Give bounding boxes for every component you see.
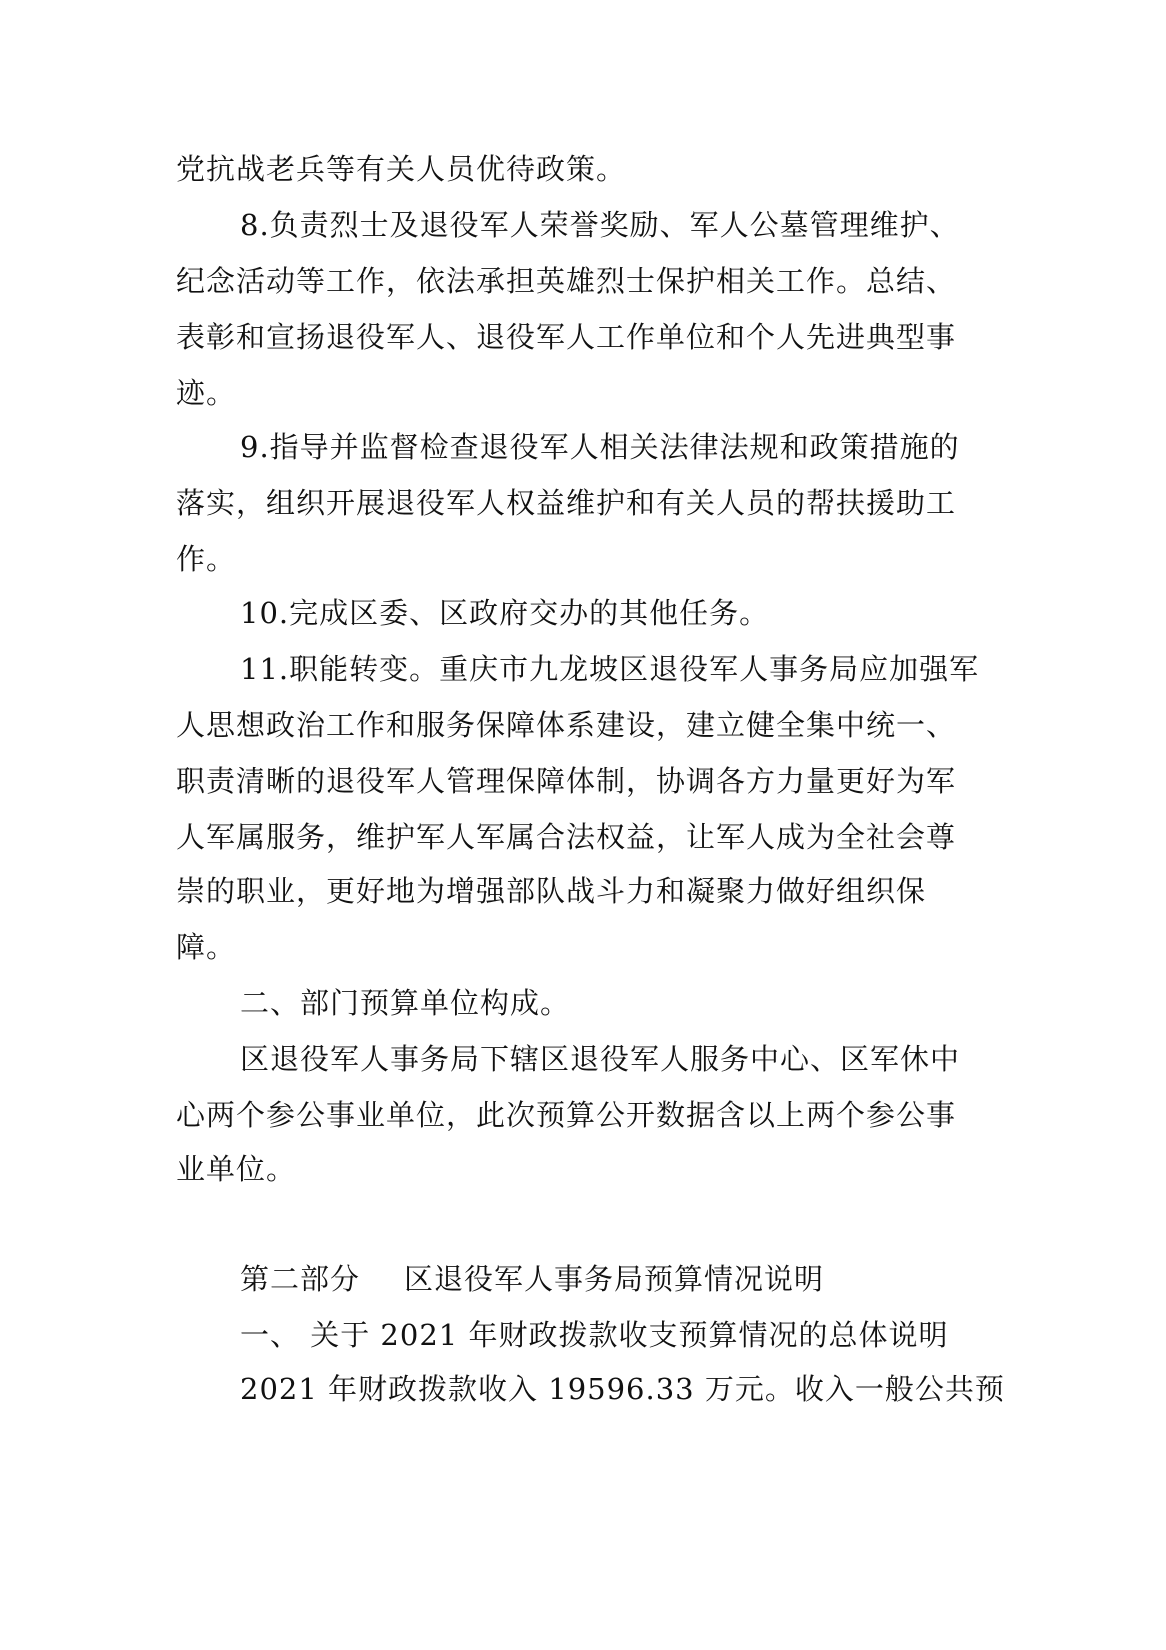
text-line: 落实，组织开展退役军人权益维护和有关人员的帮扶援助工	[176, 486, 957, 520]
text-line: 人军属服务，维护军人军属合法权益，让军人成为全社会尊	[176, 820, 957, 854]
text-line: 9.指导并监督检查退役军人相关法律法规和政策措施的	[240, 430, 960, 464]
text-line: 作。	[176, 542, 237, 576]
text-line: 人思想政治工作和服务保障体系建设，建立健全集中统一、	[176, 708, 957, 742]
text-line: 表彰和宣扬退役军人、退役军人工作单位和个人先进典型事	[176, 320, 957, 354]
section-heading: 一、 关于 2021 年财政拨款收支预算情况的总体说明	[240, 1318, 949, 1352]
part-title: 区退役军人事务局预算情况说明	[404, 1262, 825, 1296]
text-line: 纪念活动等工作，依法承担英雄烈士保护相关工作。总结、	[176, 264, 957, 298]
part-heading	[240, 1250, 824, 1308]
text-line: 障。	[176, 930, 237, 964]
text-line: 8.负责烈士及退役军人荣誉奖励、军人公墓管理维护、	[240, 208, 960, 242]
text-line: 心两个参公事业单位，此次预算公开数据含以上两个参公事	[176, 1098, 957, 1132]
text-line: 2021 年财政拨款收入 19596.33 万元。收入一般公共预	[240, 1372, 1005, 1406]
part-label: 第二部分	[240, 1262, 361, 1296]
text-line: 迹。	[176, 376, 237, 410]
section-heading: 二、部门预算单位构成。	[240, 986, 571, 1020]
text-line: 11.职能转变。重庆市九龙坡区退役军人事务局应加强军	[240, 652, 980, 686]
text-line: 崇的职业，更好地为增强部队战斗力和凝聚力做好组织保	[176, 874, 927, 908]
text-line: 业单位。	[176, 1152, 297, 1186]
text-line: 职责清晰的退役军人管理保障体制，协调各方力量更好为军	[176, 764, 957, 798]
text-line: 党抗战老兵等有关人员优待政策。	[176, 152, 627, 186]
text-line: 10.完成区委、区政府交办的其他任务。	[240, 596, 770, 630]
text-line: 区退役军人事务局下辖区退役军人服务中心、区军休中	[240, 1042, 961, 1076]
